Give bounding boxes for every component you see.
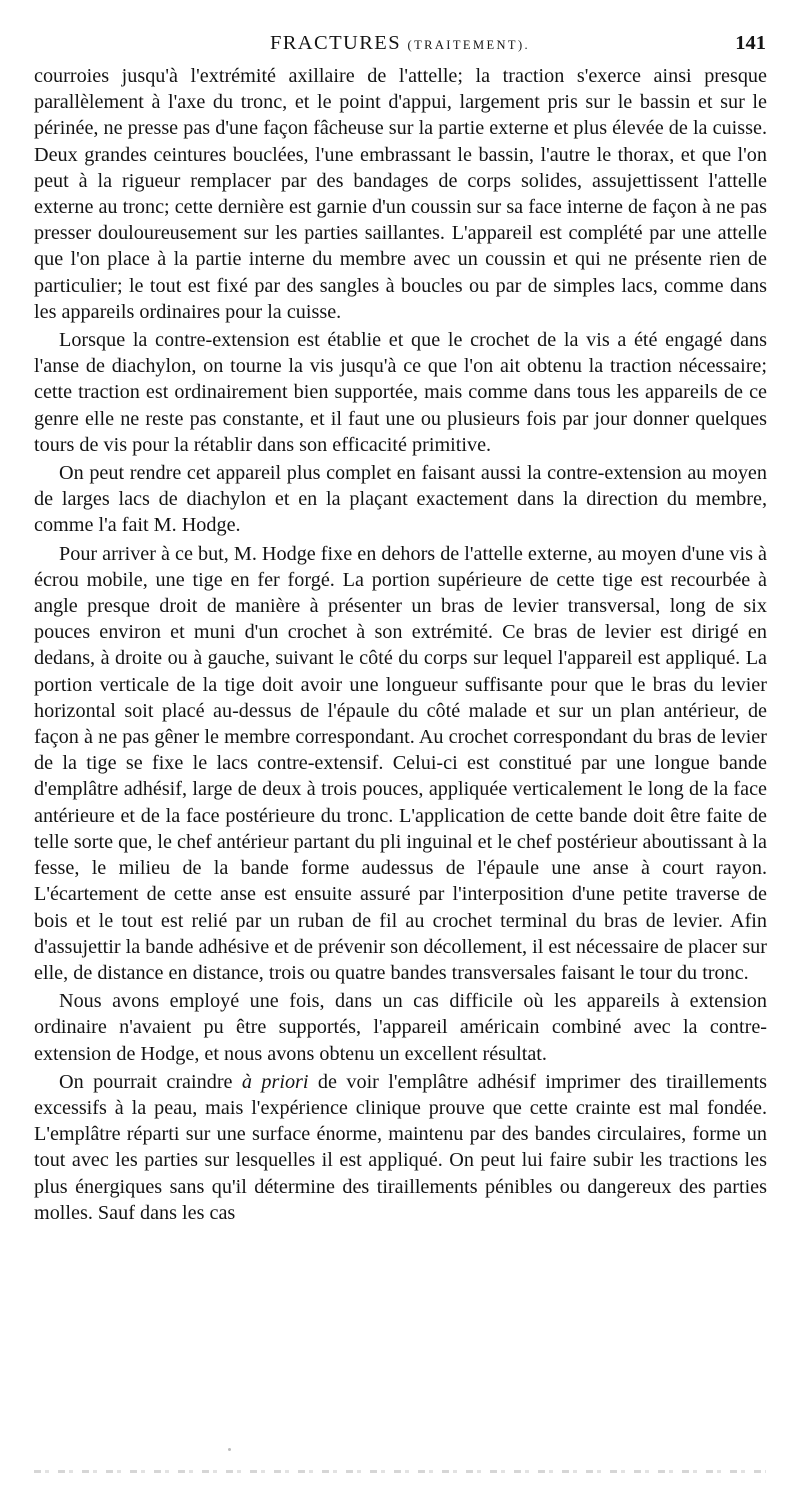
paragraph: On peut rendre cet appareil plus complet en faisant aussi la contre-extension au moyen de larges lacs de diachylon et en la plaçant exactement dans la direction du membre, comme l'a fait M. Hodge. [34, 462, 767, 537]
bleed-through-strip [34, 1470, 766, 1473]
running-title [34, 28, 766, 60]
body-text [34, 63, 767, 1226]
paragraph: Lorsque la contre-extension est établie et que le crochet de la vis a été engagé dans l'anse de diachylon, on tourne la vis jusqu'à ce que l'on ait obtenu la traction nécessaire; cette traction est ordinairement bien supportée, mais comme dans tous les appareils de ce genre elle ne reste pas constante, et il faut une ou plusieurs fois par jour donner quelques tours de vis pour la rétablir dans son efficacité primitive. [34, 329, 767, 456]
paragraph: Pour arriver à ce but, M. Hodge fixe en dehors de l'attelle externe, au moyen d'une vis à écrou mobile, une tige en fer forgé. La portion supérieure de cette tige est recourbée à angle presque droit de manière à présenter un bras de levier transversal, long de six pouces environ et muni d'un crochet à son extrémité. Ce bras de levier est dirigé en dedans, à droite ou à gauche, suivant le côté du corps sur lequel l'appareil est appliqué. La portion verticale de la tige doit avoir une longueur suffisante pour que le bras du levier horizontal soit placé au-dessus de l'épaule du côté malade et sur un plan antérieur, de façon à ne pas gêner le membre correspondant. Au crochet correspondant du bras de levier de la tige se fixe le lacs contre-extensif. Celui-ci est constitué par une longue bande d'emplâtre adhésif, large de deux à trois pouces, appliquée verticalement le long de la face antérieure et de la face postérieure du tronc. L'application de cette bande doit être faite de telle sorte que, le chef antérieur partant du pli inguinal et le chef postérieur aboutissant à la fesse, le milieu de la bande forme audessus de l'épaule une anse à court rayon. L'écartement de cette anse est ensuite assuré par l'interposition d'une petite traverse de bois et le tout est relié par un ruban de fil au crochet terminal du bras de levier. Afin d'assujettir la bande adhésive et de prévenir son décollement, il est nécessaire de placer sur elle, de distance en distance, trois ou quatre bandes transversales faisant le tour du tronc. [34, 542, 767, 984]
running-header [34, 28, 766, 62]
paragraph: Nous avons employé une fois, dans un cas difficile où les appareils à extension ordinaire n'avaient pu être supportés, l'appareil américain combiné avec la contre-extension de Hodge, et nous avons obtenu un excellent résultat. [34, 990, 767, 1065]
paragraph-last-start: On pourrait craindre [59, 1070, 242, 1093]
chapter-subtitle: (TRAITEMENT). [407, 38, 531, 52]
page-number: 141 [735, 32, 766, 54]
italic-phrase: à priori [241, 1070, 309, 1093]
paragraph-continued: courroies jusqu'à l'extrémité axillaire de l'attelle; la traction s'exerce ainsi presque parallèlement à l'axe du tronc, et le point d'appui, largement pris sur le bassin et sur le périnée, ne presse pas d'une façon fâcheuse sur la partie externe et plus élevée de la cuisse. Deux grandes ceintures bouclées, l'une embrassant le bassin, l'autre le thorax, et que l'on peut à la rigueur remplacer par des bandages de corps solides, assujettissent l'attelle externe au tronc; cette dernière est garnie d'un coussin sur sa face interne de façon à ne pas presser douloureusement sur les parties saillantes. L'appareil est complété par une attelle que l'on place à la partie interne du membre avec un coussin et qui ne présente rien de particulier; le tout est fixé par des sangles à boucles ou par de simples lacs, comme dans les appareils ordinaires pour la cuisse. [34, 65, 767, 323]
print-speck [228, 1448, 231, 1451]
paragraph-last [34, 1069, 767, 1226]
paragraph-last-rest: de voir l'emplâtre adhésif imprimer des tiraillements excessifs à la peau, mais l'expérience clinique prouve que cette crainte est mal fondée. L'emplâtre réparti sur une surface énorme, maintenu par des bandes circulaires, forme un tout avec les parties sur lesquelles il est appliqué. On peut lui faire subir les tractions les plus énergiques sans qu'il détermine des tiraillements pénibles ou dangereux des parties molles. Sauf dans les cas [34, 1070, 768, 1224]
chapter-title: FRACTURES [269, 32, 402, 54]
